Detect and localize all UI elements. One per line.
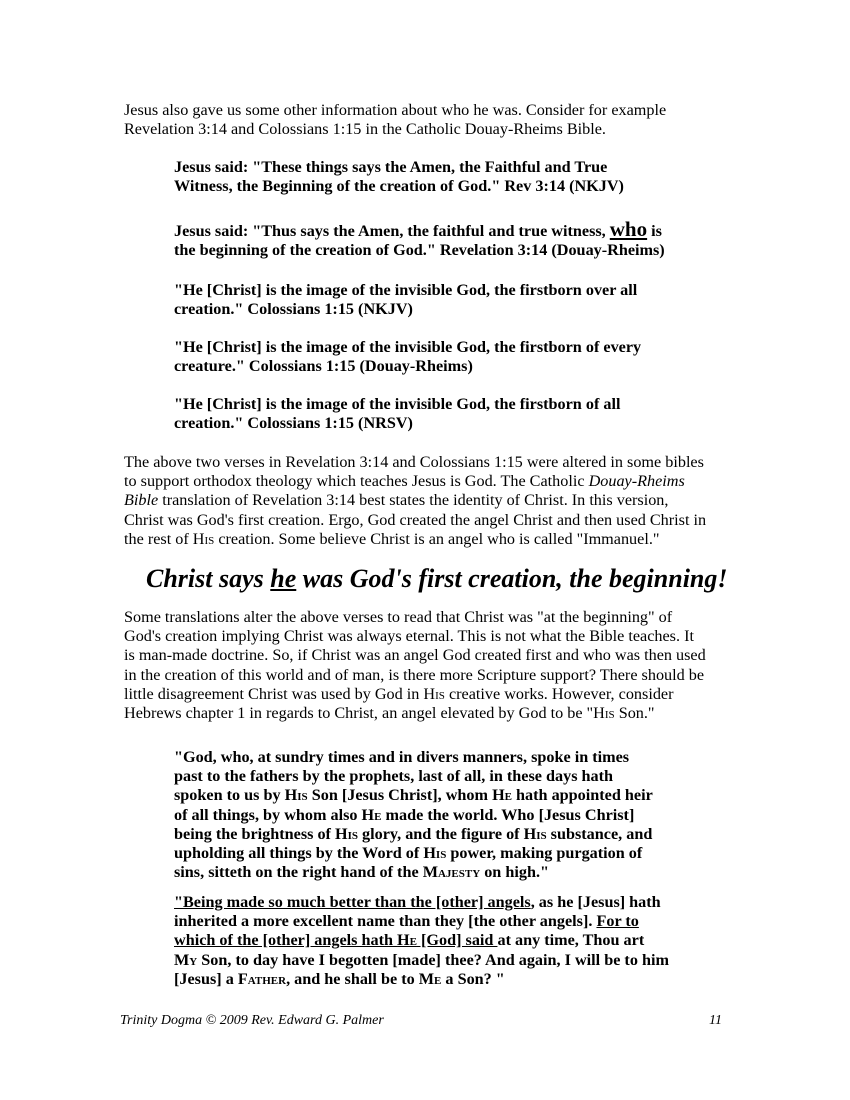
text-line (124, 472, 734, 491)
text-run: upholding all things by the Word of (174, 844, 424, 863)
analysis-paragraph (124, 453, 734, 549)
text-line (174, 912, 719, 931)
quote-col-nkjv (174, 281, 719, 319)
text-run: [God] said (416, 931, 498, 950)
text-run: being the brightness of (174, 824, 335, 843)
text-line (124, 704, 734, 723)
quote-rev-nkjv (174, 158, 719, 196)
text-run: spoken to us by (174, 786, 285, 805)
underlined-run: For to (596, 912, 639, 931)
text-line: "He [Christ] is the image of the invisible God, the firstborn of all (174, 395, 621, 413)
text-run: Son [Jesus Christ], whom (307, 786, 493, 805)
text-line: Revelation 3:14 and Colossians 1:15 in the Catholic Douay-Rheims Bible. (124, 120, 606, 139)
text-line: in the creation of this world and of man, is there more Scripture support? There should be (124, 665, 705, 684)
small-caps-run: His (593, 704, 615, 723)
text-run: creation. Some believe Christ is an angel who is called "Immanuel." (214, 529, 660, 548)
text-line (174, 217, 719, 241)
italic-title: Bible (124, 491, 159, 510)
text-run: a Son? " (441, 969, 505, 988)
emphasis-who: who (609, 217, 648, 241)
text-run: was God's first creation, the beginning! (296, 564, 728, 593)
text-line (174, 931, 719, 950)
text-line (174, 786, 719, 805)
text-line: past to the fathers by the prophets, last of all, in these days hath (174, 767, 614, 786)
text-run: Jesus said: "Thus says the Amen, the faithful and true witness, (174, 222, 610, 240)
text-run: substance, and (546, 824, 653, 843)
small-caps-run: His (523, 824, 547, 843)
text-run: power, making purgation of (446, 844, 643, 863)
small-caps-run: He (492, 786, 512, 805)
text-line (174, 844, 719, 863)
text-run: at any time, Thou art (497, 931, 645, 950)
page-number: 11 (709, 1013, 722, 1028)
small-caps-run: His (192, 529, 215, 548)
text-line (174, 970, 719, 989)
underlined-run (174, 931, 497, 949)
section-heading (146, 564, 728, 594)
text-line: creation." Colossians 1:15 (NKJV) (174, 300, 413, 319)
text-line: "He [Christ] is the image of the invisible God, the firstborn of every (174, 338, 642, 356)
text-run: of all things, by whom also (174, 805, 362, 824)
intro-paragraph (124, 101, 734, 139)
text-line: God's creation implying Christ was always eternal. This is not what the Bible teaches. It (124, 627, 694, 646)
small-caps-run: His (284, 786, 308, 805)
text-line (174, 893, 719, 912)
quote-col-douay-rheims (174, 338, 719, 376)
text-line: Witness, the Beginning of the creation of God." Rev 3:14 (NKJV) (174, 177, 624, 196)
text-run: inherited a more excellent name than they [the other angels]. (174, 912, 597, 931)
text-run: on high." (480, 863, 549, 882)
small-caps-run: Me (418, 969, 442, 988)
underlined-run: "Being made so much better than the [other] angels (174, 893, 531, 911)
text-line: The above two verses in Revelation 3:14 and Colossians 1:15 were altered in some bibles (124, 453, 704, 471)
text-line: Christ was God's first creation. Ergo, God created the angel Christ and then used Christ in (124, 510, 707, 529)
quote-rev-douay-rheims (174, 217, 719, 260)
text-run: creative works. However, consider (444, 684, 674, 703)
small-caps-run: My (174, 950, 198, 969)
text-run: is (647, 222, 662, 240)
text-line: the beginning of the creation of God." Revelation 3:14 (Douay-Rheims) (174, 241, 665, 260)
text-line: Some translations alter the above verses to read that Christ was "at the beginning" of (124, 608, 673, 626)
emphasis-he: he (270, 564, 297, 593)
text-run: Hebrews chapter 1 in regards to Christ, an angel elevated by God to be " (124, 704, 594, 723)
text-run: which of the [other] angels hath (174, 931, 398, 950)
small-caps-run: Majesty (422, 863, 481, 882)
small-caps-run: His (423, 684, 445, 703)
text-run: glory, and the figure of (358, 824, 524, 843)
small-caps-run: He (361, 805, 382, 824)
text-line: "God, who, at sundry times and in divers manners, spoke in times (174, 748, 630, 766)
text-run: translation of Revelation 3:14 best states the identity of Christ. In this version, (158, 491, 669, 510)
text-line: is man-made doctrine. So, if Christ was an angel God created first and who was then used (124, 646, 706, 665)
small-caps-run: His (335, 824, 358, 843)
text-line (174, 825, 719, 844)
text-run: the rest of (124, 529, 193, 548)
small-caps-run: His (423, 844, 447, 863)
text-run: hath appointed heir (512, 786, 653, 805)
text-run: Son, to day have I begotten [made] thee? And again, I will be to him (197, 950, 669, 969)
small-caps-run: Father (237, 969, 287, 988)
text-line (174, 951, 719, 970)
text-line (124, 491, 734, 510)
text-line: creature." Colossians 1:15 (Douay-Rheims) (174, 357, 473, 376)
text-run: sins, sitteth on the right hand of the (174, 863, 423, 882)
text-run: , as he [Jesus] hath (530, 893, 661, 911)
quote-hebrews-1-4-5 (174, 893, 719, 989)
footer-copyright: Trinity Dogma © 2009 Rev. Edward G. Palmer (120, 1013, 384, 1028)
text-line: Jesus also gave us some other information about who he was. Consider for example (124, 101, 667, 119)
text-line: "He [Christ] is the image of the invisible God, the firstborn over all (174, 281, 638, 299)
text-line: Jesus said: "These things says the Amen, the Faithful and True (174, 158, 608, 176)
quote-col-nrsv (174, 395, 719, 433)
text-run: Christ says (146, 564, 271, 593)
quote-hebrews-1-1-3 (174, 748, 719, 882)
text-line (174, 863, 719, 882)
italic-title: Douay-Rheims (588, 472, 685, 491)
text-line (124, 685, 734, 704)
text-run: little disagreement Christ was used by God in (124, 684, 424, 703)
body-paragraph (124, 608, 734, 723)
text-run: [Jesus] a (174, 969, 238, 988)
text-line: creation." Colossians 1:15 (NRSV) (174, 414, 413, 433)
text-run: made the world. Who [Jesus Christ] (381, 805, 635, 824)
small-caps-run: He (397, 931, 417, 950)
text-run: to support orthodox theology which teaches Jesus is God. The Catholic (124, 472, 589, 491)
text-run: , and he shall be to (286, 969, 419, 988)
text-line (174, 806, 719, 825)
text-line (124, 530, 734, 549)
text-run: Son." (614, 704, 655, 723)
